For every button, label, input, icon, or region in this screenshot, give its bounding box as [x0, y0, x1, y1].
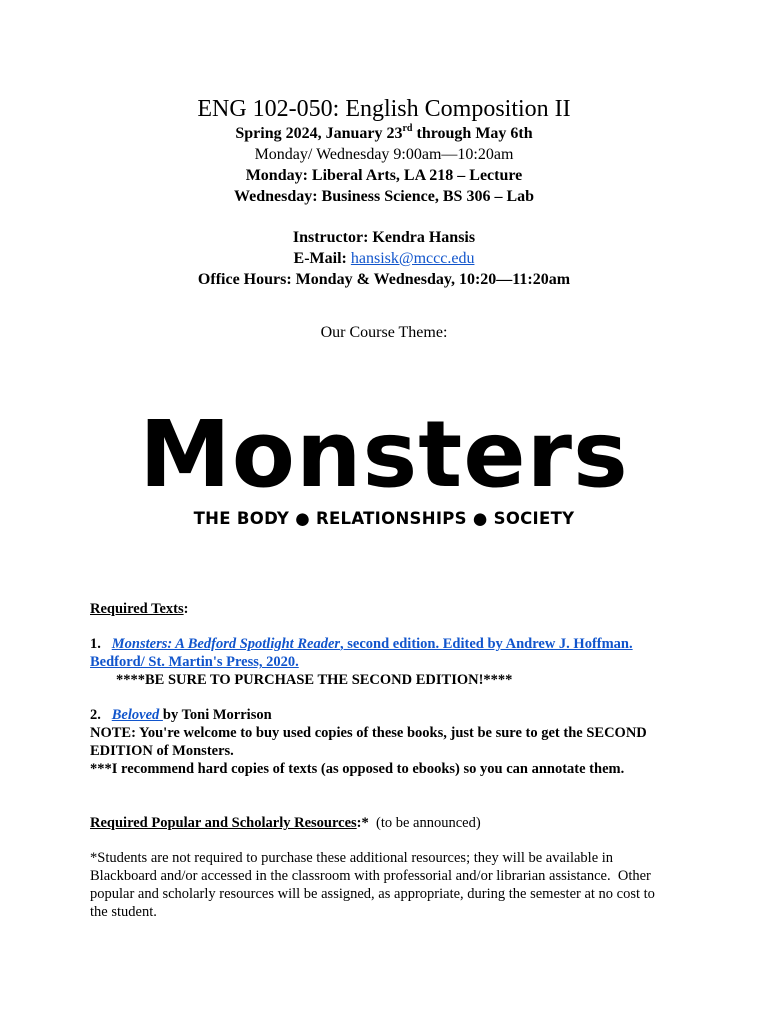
- resources-heading-label: Required Popular and Scholarly Resources: [90, 815, 357, 831]
- monday-location: Monday: Liberal Arts, LA 218 – Lecture: [245, 167, 523, 184]
- used-copies-note-line1: NOTE: You're welcome to buy used copies of these books, just be sure to get the SECOND: [90, 725, 647, 741]
- class-schedule: Monday/ Wednesday 9:00am—10:20am: [254, 146, 514, 163]
- resources-heading-suffix: :*: [356, 815, 369, 831]
- text-item-2-author: by Toni Morrison: [162, 707, 272, 723]
- wednesday-location: Wednesday: Business Science, BS 306 – Lab: [233, 188, 535, 205]
- text-item-1-publisher: [90, 653, 690, 671]
- required-texts-colon: :: [183, 601, 189, 617]
- term-dates: [0, 124, 768, 144]
- term-dates-start: Spring 2024, January 23: [235, 125, 403, 142]
- text-item-1-title-link[interactable]: Monsters: A Bedford Spotlight Reader: [111, 636, 341, 652]
- text-item-2-number: 2.: [90, 707, 101, 723]
- text-item-2-title-link[interactable]: Beloved: [111, 707, 163, 723]
- email-link[interactable]: hansisk@mccc.edu: [350, 250, 475, 267]
- text-item-1-note: ****BE SURE TO PURCHASE THE SECOND EDITION!****: [116, 672, 513, 688]
- theme-intro: Our Course Theme:: [320, 324, 448, 341]
- text-item-2: [90, 706, 690, 724]
- resources-heading: [90, 814, 690, 832]
- text-item-1-number: 1.: [90, 636, 101, 652]
- email-line: [0, 249, 768, 269]
- office-hours: Office Hours: Monday & Wednesday, 10:20—11:20am: [197, 271, 571, 288]
- required-texts-label: Required Texts: [90, 601, 184, 617]
- resources-paragraph-line4: the student.: [90, 904, 157, 920]
- resources-tba: (to be announced): [368, 815, 481, 831]
- resources-paragraph-line1: *Students are not required to purchase these additional resources; they will be available in: [90, 850, 614, 866]
- text-item-1: [90, 635, 730, 653]
- used-copies-note-line2: EDITION of Monsters.: [90, 743, 234, 759]
- term-dates-end: through May 6th: [412, 125, 533, 142]
- resources-paragraph-line2: Blackboard and/or accessed in the classroom with professorial and/or librarian assistance. Other: [90, 868, 651, 884]
- theme-subtitle: THE BODY ● RELATIONSHIPS ● SOCIETY: [193, 509, 575, 528]
- course-title: ENG 102-050: English Composition II: [197, 96, 571, 122]
- theme-title: Monsters: [139, 401, 629, 508]
- text-item-1-publisher-link[interactable]: Bedford/ St. Martin's Press, 2020.: [90, 654, 299, 670]
- email-label: E-Mail:: [293, 250, 351, 267]
- resources-paragraph-line3: popular and scholarly resources will be assigned, as appropriate, during the semester at no cost to: [90, 886, 655, 902]
- text-item-1-details-link[interactable]: , second edition. Edited by Andrew J. Hoffman.: [340, 636, 633, 652]
- hard-copy-recommendation: ***I recommend hard copies of texts (as opposed to ebooks) so you can annotate them.: [90, 761, 625, 777]
- term-dates-ordinal: rd: [402, 122, 413, 134]
- required-texts-heading: [90, 600, 690, 618]
- instructor-name: Instructor: Kendra Hansis: [292, 229, 476, 246]
